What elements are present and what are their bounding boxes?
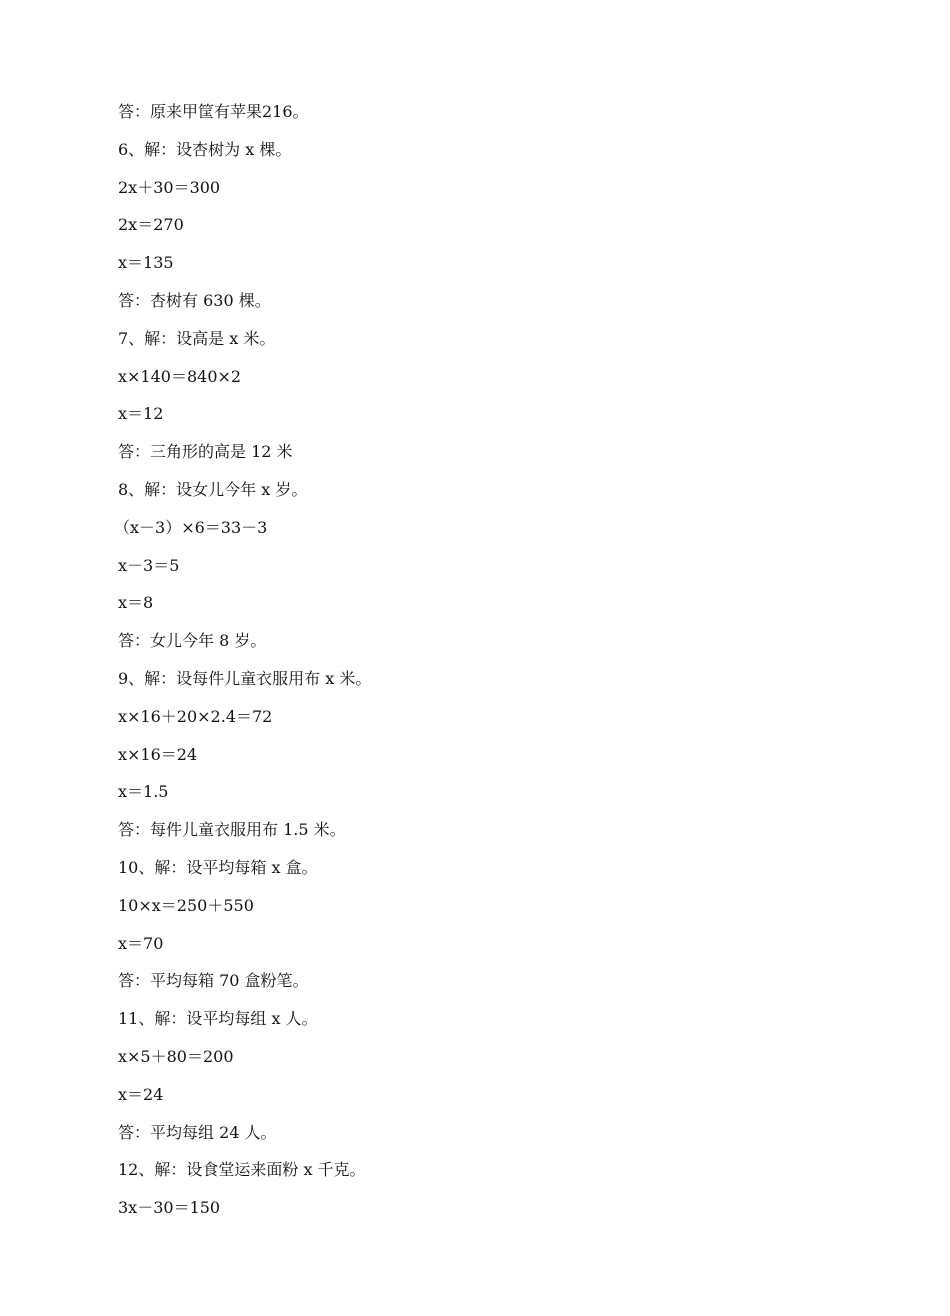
answer-line: 答：杏树有 630 棵。 xyxy=(118,290,271,310)
equation-line: x×16＋20×2.4＝72 xyxy=(118,706,273,726)
problem-6-setup: 6、解：设杏树为 x 棵。 xyxy=(118,139,292,159)
equation-line: 3x－30＝150 xyxy=(118,1198,221,1218)
equation-line: x＝1.5 xyxy=(118,782,169,802)
answer-line: 答：原来甲筐有苹果216。 xyxy=(118,102,309,121)
solution-lines xyxy=(114,98,878,1232)
problem-12-setup: 12、解：设食堂运来面粉 x 千克。 xyxy=(118,1160,366,1180)
answer-line: 答：平均每组 24 人。 xyxy=(118,1122,277,1142)
answer-line: 答：每件儿童衣服用布 1.5 米。 xyxy=(118,820,346,840)
equation-line: x＝70 xyxy=(118,933,164,953)
answer-line: 答：女儿今年 8 岁。 xyxy=(118,631,267,651)
answer-line: 答：三角形的高是 12 米 xyxy=(118,442,293,462)
problem-11-setup: 11、解：设平均每组 x 人。 xyxy=(118,1009,318,1029)
equation-line: x×16＝24 xyxy=(118,744,198,764)
problem-9-setup: 9、解：设每件儿童衣服用布 x 米。 xyxy=(118,668,372,688)
equation-line: （x－3）×6＝33－3 xyxy=(114,517,268,537)
problem-8-setup: 8、解：设女儿今年 x 岁。 xyxy=(118,479,308,499)
equation-line: x－3＝5 xyxy=(118,555,180,575)
equation-line: x＝12 xyxy=(118,404,164,424)
equation-line: x＝8 xyxy=(118,593,154,613)
problem-10-setup: 10、解：设平均每箱 x 盒。 xyxy=(118,857,318,877)
equation-line: 2x＝270 xyxy=(118,215,184,235)
problem-7-setup: 7、解：设高是 x 米。 xyxy=(118,328,276,348)
equation-line: 10×x＝250＋550 xyxy=(118,895,254,915)
equation-line: x×140＝840×2 xyxy=(118,366,242,386)
equation-line: 2x＋30＝300 xyxy=(118,177,221,197)
equation-line: x＝135 xyxy=(118,253,174,273)
answer-line: 答：平均每箱 70 盒粉笔。 xyxy=(118,971,309,991)
equation-line: x×5＋80＝200 xyxy=(118,1046,234,1066)
equation-line: x＝24 xyxy=(118,1084,164,1104)
